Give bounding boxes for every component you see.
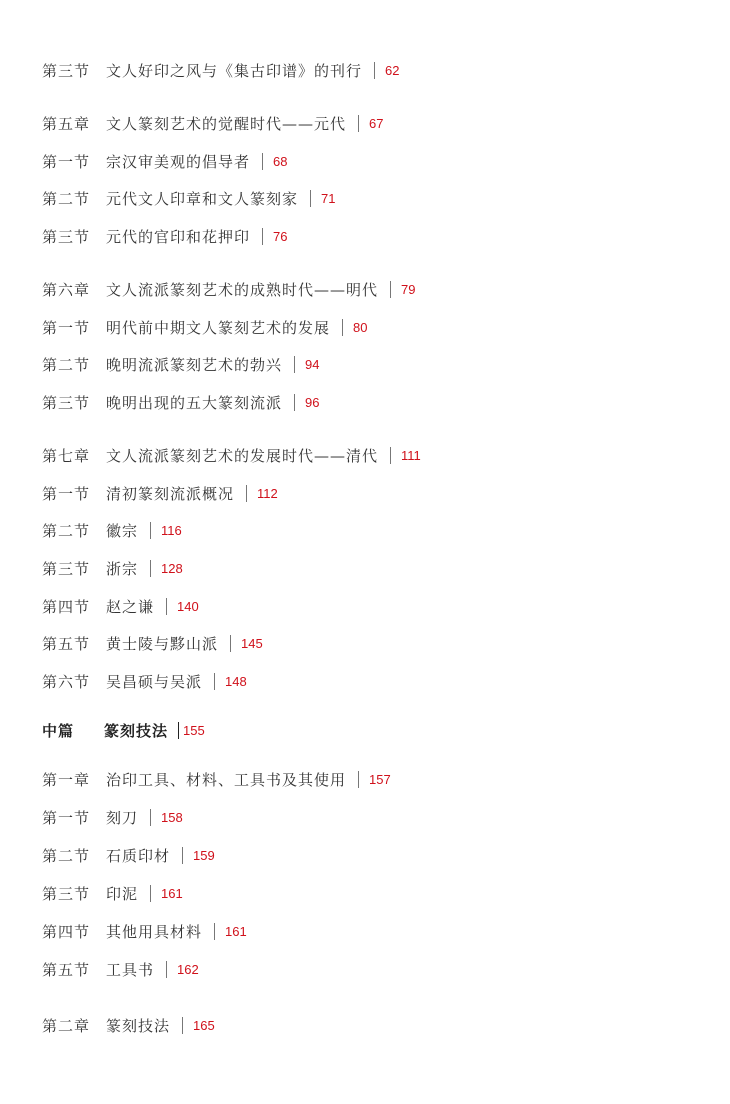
entry-number: 第六节 [42,672,91,691]
entry-number: 第五节 [42,634,91,653]
entry-title: 徽宗 [106,521,139,540]
page-number: 128 [161,560,183,576]
entry-title: 文人好印之风与《集古印谱》的刊行 [106,61,363,80]
entry-title: 明代前中期文人篆刻艺术的发展 [106,318,331,337]
entry-title: 其他用具材料 [106,922,203,941]
page-number: 79 [401,281,416,297]
entry-number: 第一节 [42,152,91,171]
toc-entry-section[interactable] [42,843,215,867]
entry-title: 黄士陵与黟山派 [106,634,219,653]
page-number: 148 [225,673,247,689]
separator-bar [310,190,311,207]
page-number: 67 [369,115,384,131]
entry-title: 篆刻技法 [104,721,169,740]
separator-bar [166,598,167,615]
entry-number: 第四节 [42,597,91,616]
page-number: 158 [161,809,183,825]
toc-entry-section[interactable] [42,481,278,505]
entry-number: 第三节 [42,559,91,578]
separator-bar [230,635,231,652]
separator-bar [150,522,151,539]
toc-entry-section[interactable] [42,390,319,414]
entry-title: 晚明流派篆刻艺术的勃兴 [106,355,283,374]
page-number: 162 [177,961,199,977]
entry-title: 文人流派篆刻艺术的成熟时代——明代 [106,280,379,299]
toc-entry-part[interactable] [42,718,205,742]
entry-number: 第五节 [42,960,91,979]
separator-bar [358,771,359,788]
separator-bar [150,809,151,826]
entry-title: 篆刻技法 [106,1016,171,1035]
separator-bar [374,62,375,79]
separator-bar [182,847,183,864]
separator-bar [262,228,263,245]
page-number: 140 [177,598,199,614]
toc-entry-section[interactable] [42,594,199,618]
toc-entry-chapter[interactable] [42,767,391,791]
toc-entry-chapter[interactable] [42,1013,215,1037]
entry-title: 浙宗 [106,559,139,578]
page-number: 94 [305,356,320,372]
entry-number: 第二章 [42,1016,91,1035]
page-number: 62 [385,62,400,78]
entry-title: 印泥 [106,884,139,903]
toc-entry-section[interactable] [42,805,183,829]
entry-title: 宗汉审美观的倡导者 [106,152,251,171]
entry-number: 第三节 [42,227,91,246]
toc-entry-section[interactable] [42,315,367,339]
entry-number: 第四节 [42,922,91,941]
separator-bar [214,673,215,690]
separator-bar [294,356,295,373]
separator-bar [342,319,343,336]
entry-number: 第三节 [42,393,91,412]
entry-title: 文人篆刻艺术的觉醒时代——元代 [106,114,347,133]
separator-bar [182,1017,183,1034]
entry-title: 吴昌硕与吴派 [106,672,203,691]
page-number: 165 [193,1017,215,1033]
toc-entry-section[interactable] [42,881,183,905]
entry-title: 赵之谦 [106,597,155,616]
toc-entry-section[interactable] [42,224,287,248]
entry-number: 第五章 [42,114,91,133]
entry-number: 第二节 [42,846,91,865]
page-number: 111 [401,447,421,463]
separator-bar [166,961,167,978]
separator-bar [150,885,151,902]
page-number: 161 [161,885,183,901]
entry-number: 第三节 [42,61,91,80]
toc-entry-section[interactable] [42,919,247,943]
entry-number: 第一节 [42,808,91,827]
separator-bar [262,153,263,170]
toc-entry-section[interactable] [42,957,199,981]
entry-title: 文人流派篆刻艺术的发展时代——清代 [106,446,379,465]
entry-number: 第二节 [42,355,91,374]
page-number: 145 [241,635,263,651]
separator-bar [390,281,391,298]
entry-title: 石质印材 [106,846,171,865]
entry-number: 第七章 [42,446,91,465]
separator-bar [294,394,295,411]
separator-bar [178,722,179,739]
page-number: 80 [353,319,368,335]
toc-entry-chapter[interactable] [42,277,415,301]
separator-bar [358,115,359,132]
page-number: 161 [225,923,247,939]
toc-entry-section[interactable] [42,149,287,173]
separator-bar [214,923,215,940]
separator-bar [390,447,391,464]
page-number: 155 [183,722,205,738]
toc-entry-section[interactable] [42,631,263,655]
entry-number: 第六章 [42,280,91,299]
toc-entry-section[interactable] [42,518,182,542]
entry-title: 元代文人印章和文人篆刻家 [106,189,299,208]
entry-number: 第三节 [42,884,91,903]
entry-title: 清初篆刻流派概况 [106,484,235,503]
toc-entry-section[interactable] [42,186,335,210]
toc-entry-section[interactable] [42,556,183,580]
page-number: 96 [305,394,320,410]
entry-number: 第一节 [42,318,91,337]
page-number: 159 [193,847,215,863]
separator-bar [246,485,247,502]
separator-bar [150,560,151,577]
entry-number: 中篇 [42,721,75,740]
entry-title: 治印工具、材料、工具书及其使用 [106,770,347,789]
toc-entry-chapter[interactable] [42,111,383,135]
toc-entry-section[interactable] [42,669,247,693]
entry-number: 第一节 [42,484,91,503]
page-number: 71 [321,190,336,206]
entry-title: 元代的官印和花押印 [106,227,251,246]
entry-number: 第一章 [42,770,91,789]
page-number: 112 [257,485,278,501]
page-number: 76 [273,228,288,244]
entry-number: 第二节 [42,521,91,540]
entry-title: 晚明出现的五大篆刻流派 [106,393,283,412]
entry-title: 刻刀 [106,808,139,827]
toc-entry-section[interactable] [42,58,399,82]
toc-entry-section[interactable] [42,352,319,376]
entry-title: 工具书 [106,960,155,979]
page-number: 116 [161,522,182,538]
page-number: 68 [273,153,288,169]
toc-entry-chapter[interactable] [42,443,421,467]
entry-number: 第二节 [42,189,91,208]
page-number: 157 [369,771,391,787]
